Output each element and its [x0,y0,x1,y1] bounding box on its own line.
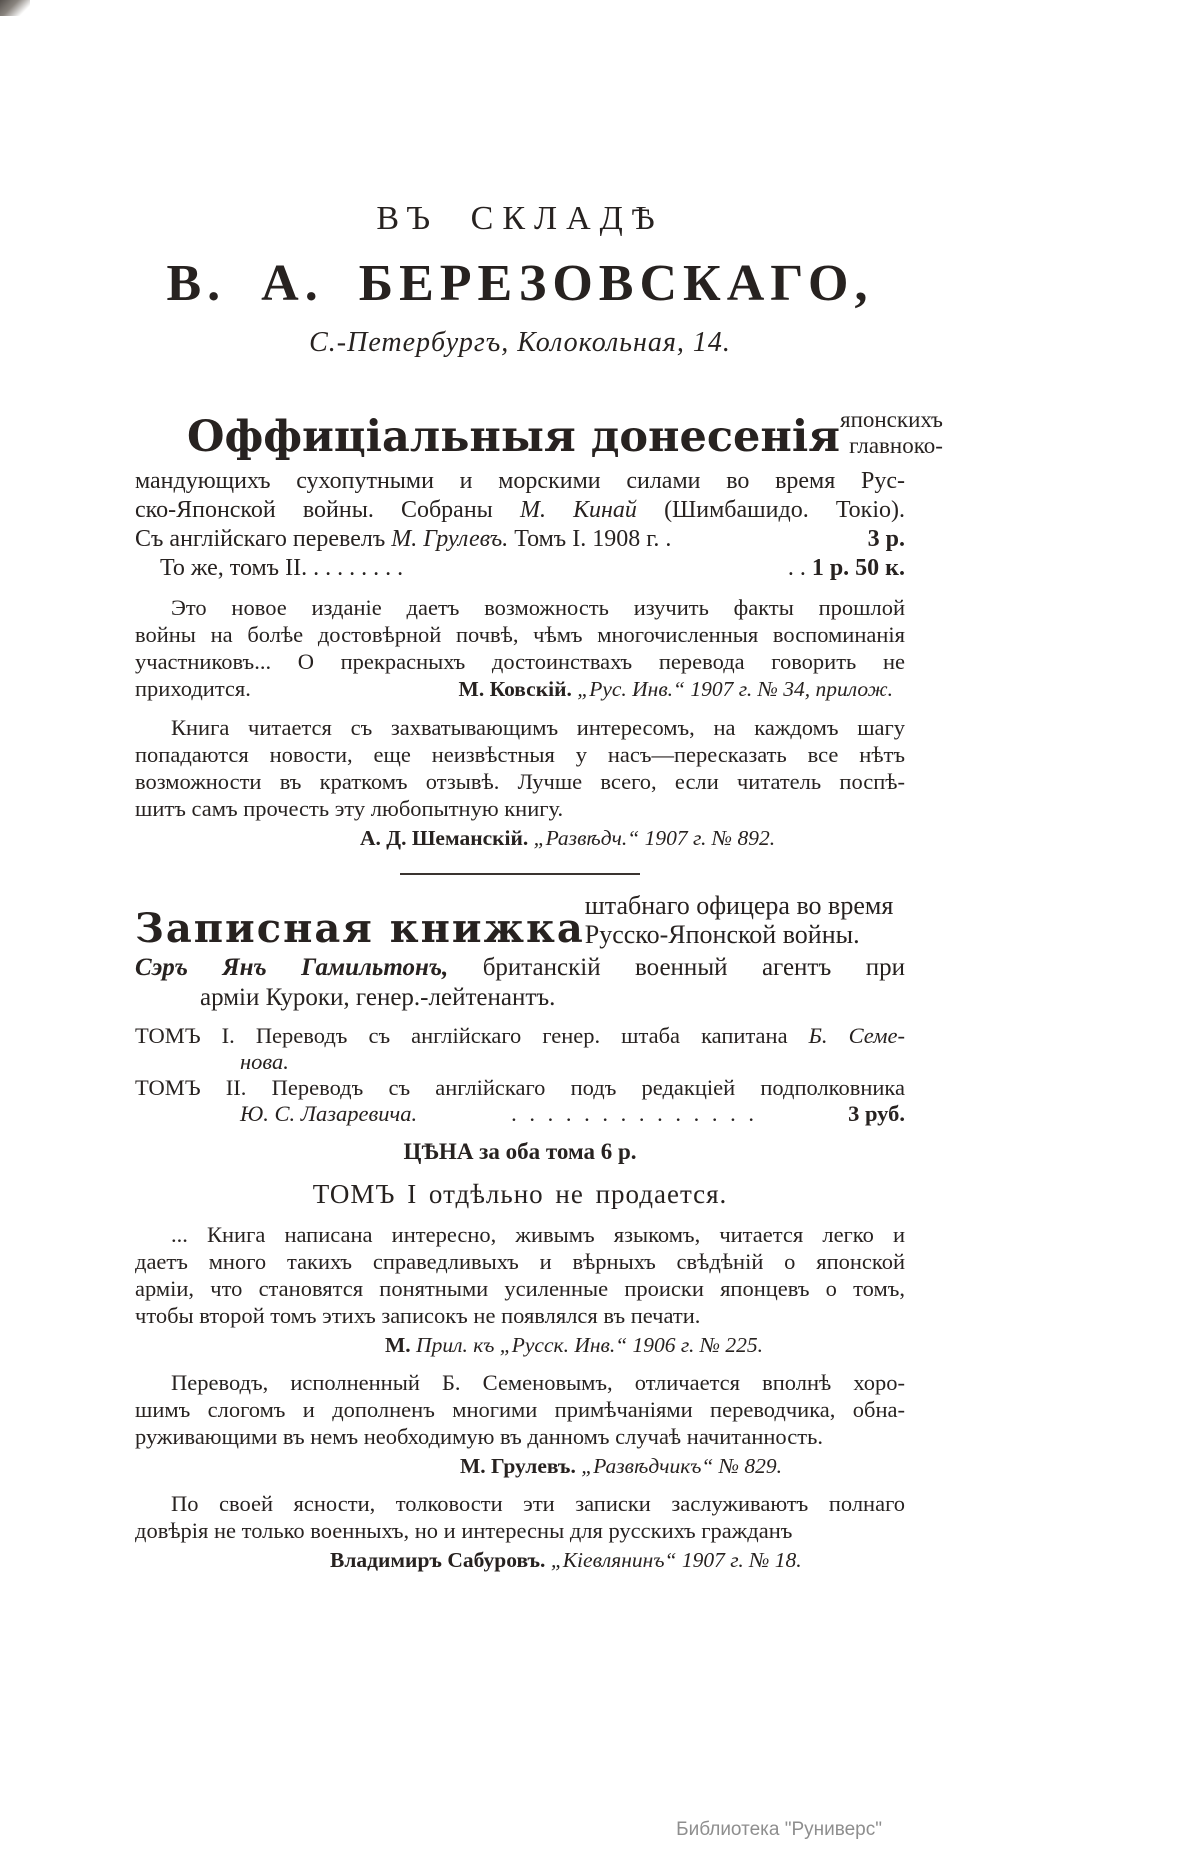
text-line: Это новое изданіе даетъ возможность изучить факты прошлой [171,595,905,620]
citation [459,676,893,703]
review-paragraph [135,594,905,703]
publisher-name: В. А. БЕРЕЗОВСКАГО, [166,255,874,312]
text-line: мандующихъ сухопутными и морскими силами во время Рус- [135,468,905,494]
text-fragment: Томъ I. 1908 г. . [514,526,672,552]
publisher-address: С.-Петербургъ, Колокольная, 14. [309,327,731,358]
notebook-author-block [135,953,905,1013]
text-line: чтобы второй томъ этихъ записокъ не появлялся въ печати. [135,1303,701,1328]
title-side-line: Русско-Японской войны. [584,920,860,949]
text-line: руживающими въ немъ необходимую въ данномъ случаѣ начитанность. [135,1424,823,1449]
scan-corner-artifact [0,0,30,16]
price-volume2: 3 руб. [848,1101,905,1126]
text-line: шитъ самъ прочесть эту любопытную книгу. [135,796,564,821]
citation [385,1333,905,1358]
volume1-continuation [240,1049,905,1075]
text-fragment: Съ англійскаго перевелъ [135,526,386,552]
text-line: ... Книга написана интересно, живымъ языкомъ, читается легко и [171,1222,905,1247]
leader-dots: . . [787,555,806,581]
author-name: Сэръ Янъ Гамильтонъ, [135,954,449,981]
text-fragment: британскій военный агентъ при [482,954,905,981]
editor-name: Ю. С. Лазаревича. [240,1101,418,1126]
volume-label: ТОМЪ II. [135,1075,247,1100]
citation-source: „Развѣдч.“ 1907 г. № 892. [533,826,776,850]
citation-source: „Кіевлянинъ“ 1907 г. № 18. [550,1548,802,1572]
citation-author: М. Грулевъ. [460,1454,576,1478]
price-volume1: 3 р. [867,526,905,552]
page-content [135,0,943,1573]
text-line: участниковъ... О прекрасныхъ достоинствахъ перевода говорить не [135,649,905,674]
text-line: попадаются новости, еще неизвѣстныя у насъ—пересказать все нѣтъ [135,742,905,767]
title-side-line: главноко- [849,433,943,458]
text-line: шимъ слогомъ и дополненъ многими примѣчаніями переводчика, обна- [135,1397,905,1422]
price-line-volume2 [135,554,905,583]
citation-source: „Развѣдчикъ“ № 829. [581,1454,783,1478]
text-line: Переводъ, исполненный Б. Семеновымъ, отличается вполнѣ хоро- [171,1370,905,1395]
translator-name: нова. [240,1049,289,1074]
citation-author: А. Д. Шеманскій. [360,826,529,850]
text-line: арміи Куроки, генер.-лейтенантъ. [200,984,556,1011]
citation-source: „Рус. Инв.“ 1907 г. № 34, прилож. [577,677,893,701]
translator-name: М. Грулевъ. [391,526,509,552]
official-reports-title-side [840,407,943,459]
translator-name: Б. Семе- [808,1023,905,1048]
citation [360,826,905,851]
volume2-line [135,1075,905,1101]
title-side-line: японскихъ [839,407,943,432]
publisher-masthead [135,0,905,359]
notebook-title-row [135,891,905,952]
text-fragment: То же, томъ II. . . . . . . . . [160,555,404,581]
official-reports-title-row [135,407,943,462]
notebook-title-side [585,891,905,949]
citation [460,1454,905,1479]
text-line [135,496,905,525]
text-fragment: (Шимбашидо. Токіо). [664,497,906,523]
citation [330,1548,905,1573]
citation-author: Владимиръ Сабуровъ. [330,1548,546,1572]
citation-author: М. [385,1333,411,1357]
volume1-line [135,1023,905,1049]
text-line: По своей ясности, толковости эти записки заслуживаютъ полнаго [171,1491,905,1516]
text-fragment: ско-Японской войны. Собраны [135,497,493,523]
text-fragment: приходится. [135,676,251,701]
text-fragment [135,525,671,554]
sale-note-line: ТОМЪ I отдѣльно не продается. [312,1179,728,1209]
text-line-with-citation [135,675,905,703]
review-paragraph [135,714,905,822]
volume-label: ТОМЪ I. [135,1023,235,1048]
text-line: довѣрія не только военныхъ, но и интересны для русскихъ гражданъ [135,1518,793,1543]
depot-line: ВЪ СКЛАДѢ [376,200,664,237]
library-watermark: Библиотека "Руниверс" [676,1819,882,1840]
review-paragraph [135,1221,905,1329]
citation-author: М. Ковскій. [458,677,572,701]
text-line: войны на болѣе достовѣрной почвѣ, чѣмъ многочисленныя воспоминанія [135,622,905,647]
price-volume2-group [788,554,905,583]
combined-price-line: ЦѢНА за оба тома 6 р. [403,1139,637,1164]
price-line-volume1 [135,525,905,554]
volume2-continuation [240,1101,905,1127]
title-side-line: штабнаго офицера во время [584,891,894,920]
official-reports-title: Оффиціальныя донесенія [187,412,840,462]
official-reports-intro [135,467,905,583]
text-line: возможности въ краткомъ отзывѣ. Лучше всего, если читатель поспѣ- [135,769,905,794]
price-volume2: 1 р. 50 к. [811,555,905,581]
text-line: даетъ много такихъ справедливыхъ и вѣрныхъ свѣдѣній о японской [135,1249,905,1274]
leader-dots: . . . . . . . . . . . . . . [511,1101,755,1126]
text-line: арміи, что становятся понятными усиленные происки японцевъ о томъ, [135,1276,905,1301]
notebook-title: Записная книжка [135,905,585,952]
compiler-name: М. Кинай [519,497,637,523]
text-line [135,953,905,983]
text-fragment: Переводъ съ англійскаго генер. штаба капитана [255,1023,788,1048]
volumes-block [135,1023,905,1127]
section-divider [400,873,640,875]
text-line: Книга читается съ захватывающимъ интересомъ, на каждомъ шагу [171,715,905,740]
review-paragraph [135,1369,905,1450]
citation-source: Прил. къ „Русск. Инв.“ 1906 г. № 225. [416,1333,764,1357]
text-fragment: Переводъ съ англійскаго подъ редакціей подполковника [271,1075,906,1100]
review-paragraph [135,1490,905,1544]
